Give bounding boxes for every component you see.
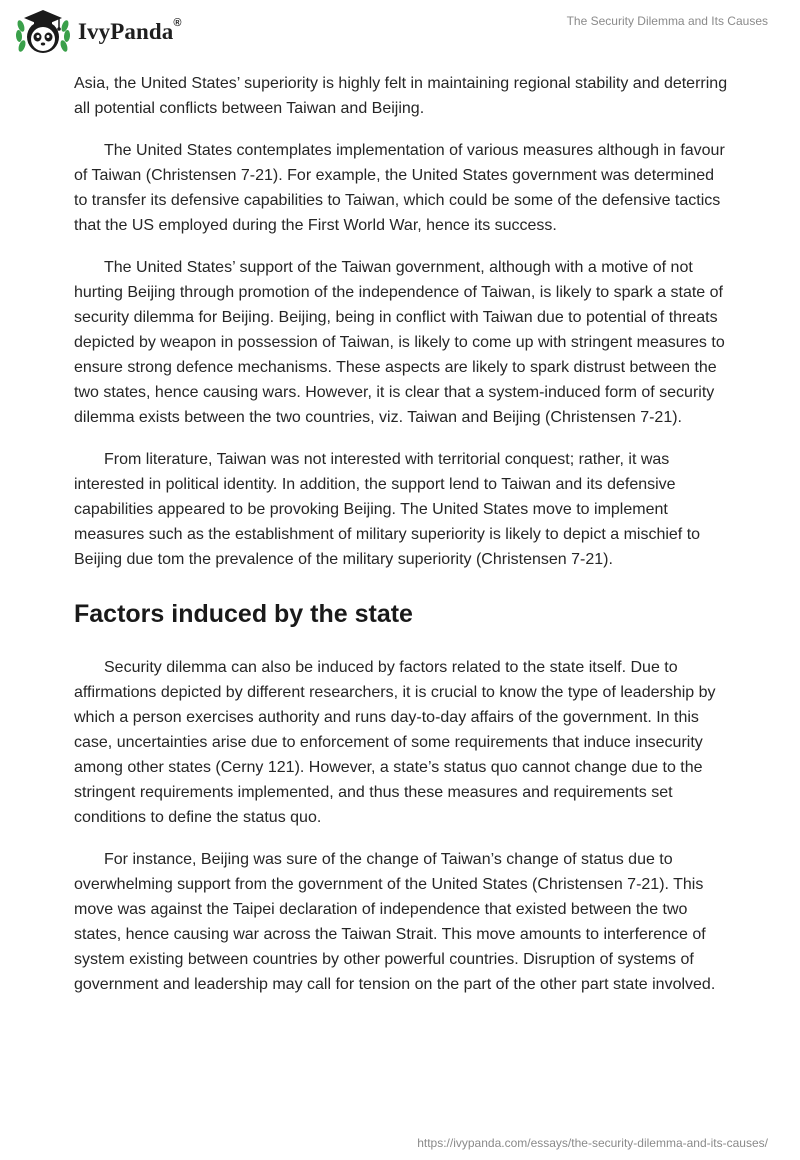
paragraph: For instance, Beijing was sure of the change of Taiwan’s change of status due to overwhelming support from the government of the United States (Christensen 7-21). This move was against the Taipei declaration of independence that existed between the two states, hence causing war across the Taiwan Strait. This move amounts to interference of system existing between countries by other powerful countries. Disruption of systems of government and leadership may call for tension on the part of the other part state involved. xyxy=(74,851,716,993)
paragraph-continuation: Asia, the United States’ superiority is highly felt in maintaining regional stability and deterring all potential conflicts between Taiwan and Beijing. xyxy=(74,75,728,117)
source-url[interactable]: https://ivypanda.com/essays/the-security-dilemma-and-its-causes/ xyxy=(417,1136,768,1150)
page-header xyxy=(0,0,800,66)
paragraph: From literature, Taiwan was not interested with territorial conquest; rather, it was interested in political identity. In addition, the support lend to Taiwan and its defensive capabilities appeared to be provoking Beijing. The United States move to implement measures such as the establishment of military superiority is likely to depict a mischief to Beijing due tom the prevalence of the military superiority (Christensen 7-21). xyxy=(74,451,701,568)
paragraph: The United States’ support of the Taiwan government, although with a motive of not hurting Beijing through promotion of the independence of Taiwan, is likely to spark a state of security dilemma for Beijing. Beijing, being in conflict with Taiwan due to potential of threats depicted by weapon in possession of Taiwan, is likely to come up with stringent measures to ensure strong defence mechanisms. These aspects are likely to spark distrust between the two states, hence causing wars. However, it is clear that a system-induced form of security dilemma exists between the two countries, viz. Taiwan and Beijing (Christensen 7-21). xyxy=(74,259,725,426)
document-title: The Security Dilemma and Its Causes xyxy=(566,14,768,28)
paragraph: Security dilemma can also be induced by factors related to the state itself. Due to affirmations depicted by different researchers, it is crucial to know the type of leadership by which a person exercises authority and runs day-to-day affairs of the government. In this case, uncertainties arise due to enforcement of some requirements that induce insecurity among other states (Cerny 121). However, a state’s status quo cannot change due to the stringent requirements implemented, and thus these measures and requirements set conditions to define the status quo. xyxy=(74,659,716,826)
brand-name-text: IvyPanda xyxy=(78,19,174,44)
registered-mark: ® xyxy=(173,17,182,29)
essay-body xyxy=(74,71,730,1014)
section-heading: Factors induced by the state xyxy=(74,600,413,628)
brand-name xyxy=(78,19,182,45)
paragraph: The United States contemplates implementation of various measures although in favour of Taiwan (Christensen 7-21). For example, the United States government was determined to transfer its defensive capabilities to Taiwan, which could be some of the defensive tactics that the US employed during the First World War, hence its success. xyxy=(74,142,725,234)
ivypanda-logo[interactable] xyxy=(14,6,182,58)
panda-graduation-cap-icon xyxy=(14,6,72,58)
